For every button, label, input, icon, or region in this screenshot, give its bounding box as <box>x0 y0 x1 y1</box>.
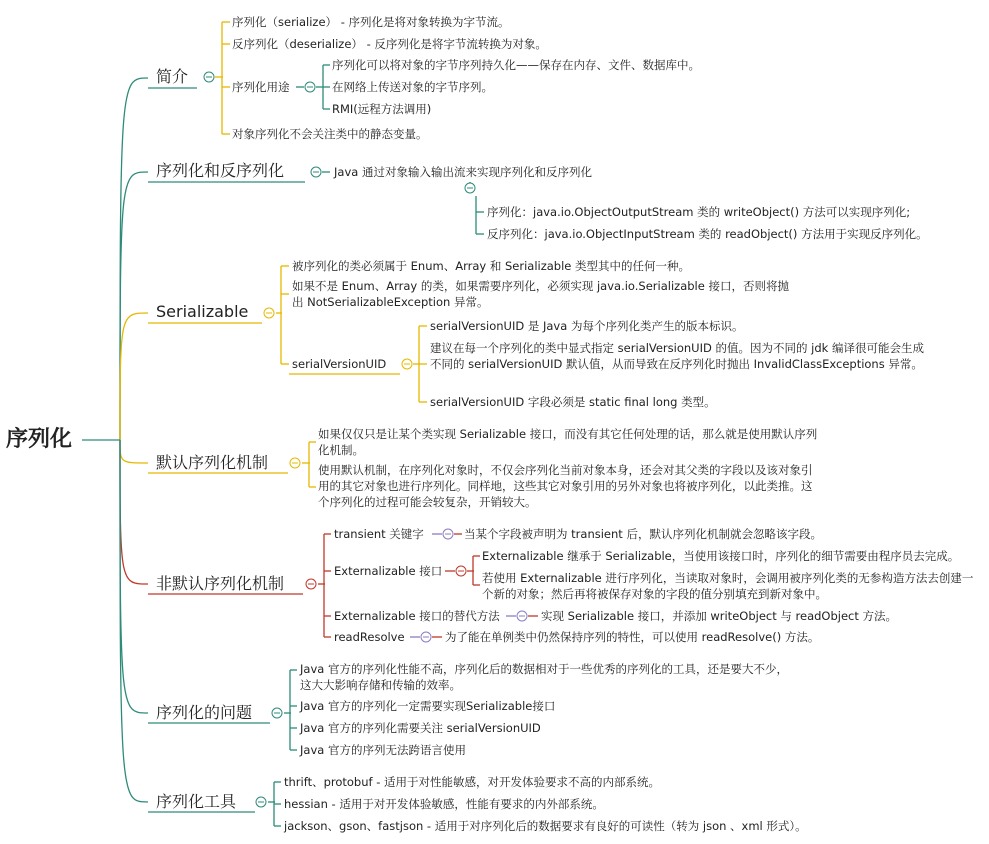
node-tools[interactable]: 序列化工具 <box>156 792 237 811</box>
serializable-interface-rule: 如果不是 Enum、Array 的类，如果需要序列化，必须实现 java.io.Serializable 接口，否则将抛出 NotSerializableException 异常。 <box>292 279 789 309</box>
uid-type-rule: serialVersionUID 字段必须是 static final long 类型。 <box>430 395 716 409</box>
problem-cross-language: Java 官方的序列无法跨语言使用 <box>300 743 466 757</box>
collapse-toggle-problems[interactable] <box>272 708 282 718</box>
node-serializable[interactable]: Serializable <box>156 302 249 321</box>
collapse-toggle-alternative[interactable] <box>517 611 527 621</box>
intro-use-network: 在网络上传送对象的字节序列。 <box>332 80 493 94</box>
tool-thrift-protobuf: thrift、protobuf - 适用于对性能敏感，对开发体验要求不高的内部系统。 <box>284 775 661 789</box>
serde-serialize: 序列化：java.io.ObjectOutputStream 类的 writeObject() 方法可以实现序列化; <box>487 205 911 219</box>
collapse-toggle-readresolve[interactable] <box>421 632 431 642</box>
node-read-resolve[interactable]: readResolve <box>334 630 405 644</box>
intro-static-note: 对象序列化不会关注类中的静态变量。 <box>232 127 428 141</box>
intro-uses[interactable]: 序列化用途 <box>232 80 290 94</box>
intro-serialize: 序列化（serialize） - 序列化是将对象转换为字节流。 <box>232 15 510 29</box>
node-serde[interactable]: 序列化和反序列化 <box>156 161 285 180</box>
externalizable-desc-2: 若使用 Externalizable 进行序列化，当读取对象时，会调用被序列化类的无参构造方法去创建一个新的对象；然后再将被保存对象的字段的值分别填充到新对象中。 <box>482 571 974 601</box>
node-intro[interactable]: 简介 <box>156 67 189 86</box>
problem-uid: Java 官方的序列化需要关注 serialVersionUID <box>300 721 541 735</box>
default-mech-behavior: 使用默认机制，在序列化对象时，不仅会序列化当前对象本身，还会对其父类的字段以及该对象引用的其它对象也进行序列化。同样地，这些其它对象引用的另外对象也将被序列化，以此类推。这个序列化的过程可能会较复杂，开销较大。 <box>318 463 813 509</box>
node-problems[interactable]: 序列化的问题 <box>156 703 253 722</box>
node-transient[interactable]: transient 关键字 <box>334 527 424 541</box>
collapse-toggle-default[interactable] <box>290 458 300 468</box>
node-non-default-mechanism[interactable]: 非默认序列化机制 <box>156 574 285 593</box>
tool-json-libs: jackson、gson、fastjson - 适用于对序列化后的数据要求有良好的可读性（转为 json 、xml 形式）。 <box>284 819 807 833</box>
collapse-toggle-tools[interactable] <box>256 797 266 807</box>
collapse-toggle-uses[interactable] <box>305 82 315 92</box>
node-serial-version-uid[interactable]: serialVersionUID <box>292 357 387 371</box>
collapse-toggle-serializable[interactable] <box>264 308 274 318</box>
uid-recommendation: 建议在每一个序列化的类中显式指定 serialVersionUID 的值。因为不同的 jdk 编译很可能会生成不同的 serialVersionUID 默认值，从而导致在反序列化时抛出 InvalidClassExceptions 异常。 <box>430 341 924 371</box>
node-default-mechanism[interactable]: 默认序列化机制 <box>156 453 269 472</box>
collapse-toggle-serde[interactable] <box>311 167 321 177</box>
collapse-toggle-uid[interactable] <box>402 359 412 369</box>
problem-performance: Java 官方的序列化性能不高，序列化后的数据相对于一些优秀的序列化的工具，还是要大不少，这大大影响存储和传输的效率。 <box>300 662 788 692</box>
externalizable-desc-1: Externalizable 继承于 Serializable，当使用该接口时，序列化的细节需要由程序员去完成。 <box>482 549 960 563</box>
collapse-toggle-transient[interactable] <box>443 529 453 539</box>
collapse-toggle-intro[interactable] <box>204 72 214 82</box>
alternative-desc: 实现 Serializable 接口，并添加 writeObject 与 readObject 方法。 <box>541 609 898 623</box>
collapse-toggle-nondefault[interactable] <box>306 579 316 589</box>
problem-interface: Java 官方的序列化一定需要实现Serializable接口 <box>300 699 556 713</box>
serializable-type-rule: 被序列化的类必须属于 Enum、Array 和 Serializable 类型其中的任何一种。 <box>292 259 691 273</box>
default-mech-definition: 如果仅仅只是让某个类实现 Serializable 接口，而没有其它任何处理的话，那么就是使用默认序列化机制。 <box>318 427 818 457</box>
transient-desc: 当某个字段被声明为 transient 后，默认序列化机制就会忽略该字段。 <box>464 527 822 541</box>
node-externalizable[interactable]: Externalizable 接口 <box>334 564 443 578</box>
uid-definition: serialVersionUID 是 Java 为每个序列化类产生的版本标识。 <box>430 319 744 333</box>
read-resolve-desc: 为了能在单例类中仍然保持序列的特性，可以使用 readResolve() 方法。 <box>445 630 820 644</box>
intro-use-persist: 序列化可以将对象的字节序列持久化——保存在内存、文件、数据库中。 <box>332 58 700 72</box>
collapse-toggle-externalizable[interactable] <box>456 566 466 576</box>
serde-deserialize: 反序列化：java.io.ObjectInputStream 类的 readObject() 方法用于实现反序列化。 <box>487 227 928 241</box>
node-externalizable-alternative[interactable]: Externalizable 接口的替代方法 <box>334 609 500 623</box>
intro-deserialize: 反序列化（deserialize） - 反序列化是将字节流转换为对象。 <box>232 37 547 51</box>
collapse-toggle-serde-note[interactable] <box>465 183 475 193</box>
tool-hessian: hessian - 适用于对开发体验敏感，性能有要求的内外部系统。 <box>284 797 604 811</box>
root-node[interactable]: 序列化 <box>6 427 73 452</box>
intro-use-rmi: RMI(远程方法调用) <box>332 102 432 116</box>
serde-note: Java 通过对象输入输出流来实现序列化和反序列化 <box>334 165 592 179</box>
